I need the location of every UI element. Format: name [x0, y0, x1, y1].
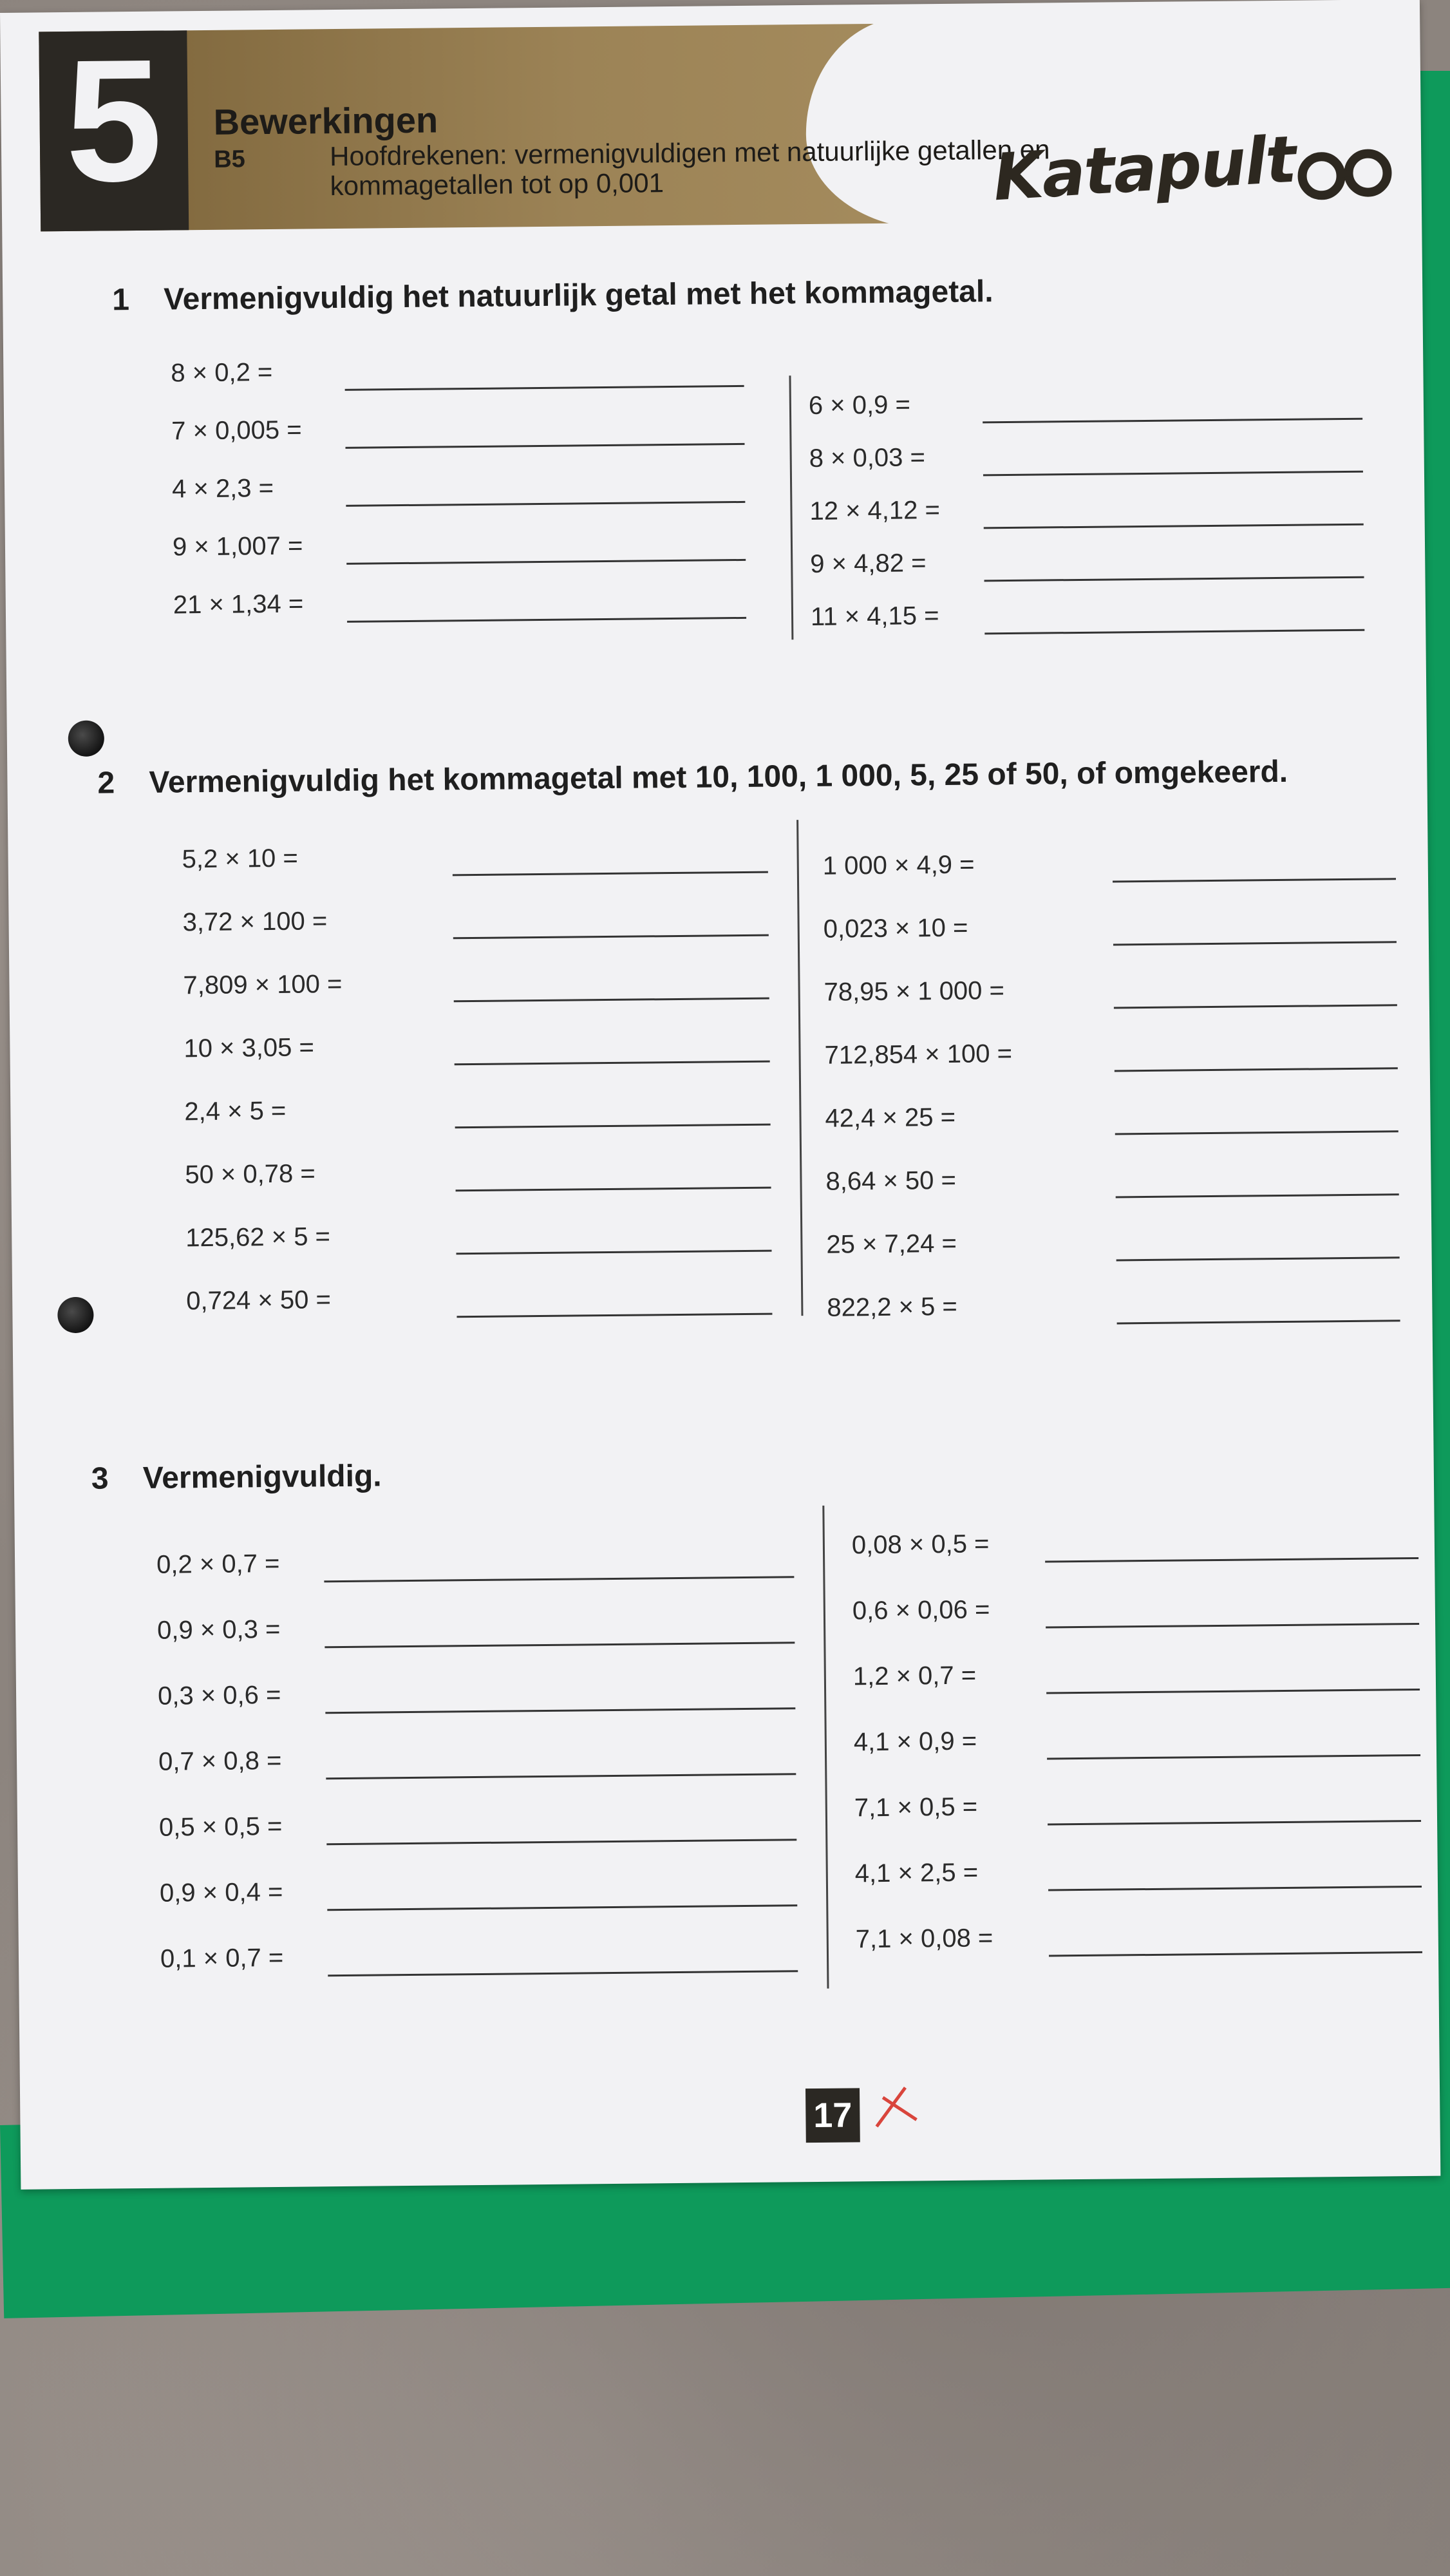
problem-text: 42,4 × 25 = [825, 1103, 956, 1133]
exercise3-right-item [854, 1723, 1421, 1766]
answer-line[interactable] [345, 443, 744, 449]
brand-logo: Katapult [991, 121, 1297, 216]
problem-text: 25 × 7,24 = [826, 1229, 957, 1259]
exercise1-right-item [809, 439, 1376, 483]
answer-line[interactable] [984, 576, 1364, 582]
answer-line[interactable] [1047, 1754, 1420, 1760]
answer-line[interactable] [345, 385, 744, 391]
exercise-3-title: Vermenigvuldig. [142, 1459, 382, 1495]
answer-line[interactable] [1114, 1004, 1397, 1009]
exercise-3-number: 3 [91, 1461, 109, 1496]
problem-text: 0,6 × 0,06 = [852, 1595, 990, 1625]
answer-line[interactable] [1117, 1320, 1400, 1324]
exercise3-right-item [856, 1920, 1423, 1964]
answer-line[interactable] [1048, 1886, 1422, 1891]
problem-text: 9 × 1,007 = [172, 531, 303, 562]
answer-line[interactable] [324, 1576, 794, 1582]
exercise3-right-item [853, 1657, 1420, 1701]
exercise2-left-item [182, 839, 787, 884]
exercise3-left-item [156, 1544, 807, 1589]
answer-line[interactable] [453, 871, 768, 876]
problem-text: 3,72 × 100 = [182, 907, 328, 937]
problem-text: 0,3 × 0,6 = [157, 1680, 281, 1710]
exercise2-right-item [824, 1036, 1417, 1080]
answer-line[interactable] [347, 617, 746, 623]
problem-text: 78,95 × 1 000 = [824, 976, 1005, 1007]
red-cross-mark-icon [870, 2081, 922, 2133]
exercise2-left-item [183, 965, 789, 1010]
answer-line[interactable] [326, 1839, 796, 1845]
section-code: B5 [214, 146, 245, 173]
exercise3-right-item [854, 1788, 1422, 1832]
exercise-1-title: Vermenigvuldig het natuurlijk getal met het kommagetal. [164, 274, 993, 317]
problem-text: 2,4 × 5 = [184, 1096, 287, 1126]
exercise3-left-item [158, 1676, 809, 1721]
problem-text: 9 × 4,82 = [810, 549, 927, 578]
answer-line[interactable] [1115, 1130, 1398, 1135]
answer-line[interactable] [1113, 941, 1397, 945]
section-title: Bewerkingen [213, 99, 438, 142]
problem-text: 6 × 0,9 = [808, 390, 911, 420]
problem-text: 0,9 × 0,4 = [159, 1877, 283, 1908]
answer-line[interactable] [455, 1061, 770, 1066]
exercise2-left-item [185, 1218, 791, 1262]
answer-line[interactable] [983, 471, 1363, 477]
exercise1-left-item [172, 469, 771, 514]
problem-text: 21 × 1,34 = [173, 589, 304, 620]
exercise3-left-item [159, 1807, 810, 1852]
problem-text: 0,1 × 0,7 = [160, 1943, 284, 1973]
exercise3-right-item [852, 1591, 1420, 1635]
exercise1-left-item [171, 412, 771, 456]
problem-text: 712,854 × 100 = [824, 1039, 1013, 1070]
exercise-2-title: Vermenigvuldig het kommagetal met 10, 100, 1 000, 5, 25 of 50, of omgekeerd. [149, 754, 1288, 800]
problem-text: 8 × 0,2 = [171, 357, 273, 388]
answer-line[interactable] [457, 1250, 772, 1255]
problem-text: 822,2 × 5 = [827, 1292, 957, 1322]
exercise2-right-item [823, 846, 1416, 891]
exercise2-right-item [825, 1099, 1418, 1143]
answer-line[interactable] [984, 524, 1364, 529]
problem-text: 1,2 × 0,7 = [852, 1661, 977, 1691]
answer-line[interactable] [325, 1707, 795, 1714]
answer-line[interactable] [457, 1313, 772, 1318]
answer-line[interactable] [1116, 1256, 1400, 1261]
answer-line[interactable] [1049, 1951, 1422, 1957]
chapter-number: 5 [64, 23, 164, 219]
problem-text: 4,1 × 0,9 = [853, 1727, 977, 1757]
exercise1-left-item [171, 354, 770, 398]
exercise1-right-item [809, 492, 1377, 536]
answer-line[interactable] [326, 1773, 796, 1779]
problem-text: 4,1 × 2,5 = [854, 1858, 979, 1888]
answer-line[interactable] [346, 559, 746, 565]
answer-line[interactable] [1115, 1067, 1398, 1072]
exercise-1-number: 1 [112, 283, 130, 317]
problem-text: 11 × 4,15 = [810, 601, 939, 631]
problem-text: 0,2 × 0,7 = [156, 1549, 280, 1579]
binder-hole-top [68, 720, 105, 757]
exercise1-right-item [810, 545, 1377, 589]
exercise2-right-item [826, 1225, 1419, 1269]
exercise2-right-item [824, 972, 1417, 1017]
problem-text: 5,2 × 10 = [182, 844, 298, 874]
binder-hole-bottom [57, 1297, 94, 1334]
problem-text: 50 × 0,78 = [185, 1159, 315, 1189]
problem-text: 8 × 0,03 = [809, 443, 926, 473]
problem-text: 7 × 0,005 = [171, 415, 302, 446]
exercise3-left-item [157, 1610, 808, 1655]
exercise3-left-item [160, 1873, 811, 1918]
answer-line[interactable] [1113, 878, 1396, 882]
answer-line[interactable] [1045, 1557, 1418, 1563]
exercise2-right-item [825, 1162, 1418, 1206]
problem-text: 1 000 × 4,9 = [822, 850, 975, 880]
answer-line[interactable] [456, 1187, 771, 1192]
answer-line[interactable] [1048, 1820, 1421, 1826]
answer-line[interactable] [984, 629, 1364, 635]
answer-line[interactable] [1046, 1689, 1420, 1694]
problem-text: 0,9 × 0,3 = [156, 1615, 281, 1645]
exercise2-left-item [184, 1092, 790, 1136]
exercise1-right-item [811, 598, 1378, 641]
problem-text: 125,62 × 5 = [185, 1222, 331, 1253]
exercise-1-divider [789, 375, 793, 639]
answer-line[interactable] [983, 418, 1362, 424]
problem-text: 7,1 × 0,5 = [854, 1792, 978, 1823]
answer-line[interactable] [327, 1904, 797, 1911]
answer-line[interactable] [1116, 1193, 1399, 1198]
exercise2-left-item [185, 1155, 791, 1199]
problem-text: 10 × 3,05 = [184, 1033, 315, 1063]
exercise-3-divider [822, 1506, 829, 1989]
problem-text: 0,724 × 50 = [186, 1285, 332, 1316]
exercise2-left-item [186, 1281, 792, 1325]
problem-text: 7,809 × 100 = [183, 969, 343, 1000]
exercise2-left-item [182, 902, 788, 947]
problem-text: 12 × 4,12 = [809, 496, 941, 526]
problem-text: 0,023 × 10 = [823, 913, 968, 943]
problem-text: 7,1 × 0,08 = [855, 1924, 993, 1954]
exercise-2-heading [97, 754, 1288, 801]
page-number: 17 [805, 2088, 860, 2143]
answer-line[interactable] [325, 1642, 795, 1648]
problem-text: 0,08 × 0,5 = [851, 1530, 990, 1560]
exercise3-right-item [855, 1854, 1422, 1898]
answer-line[interactable] [346, 501, 745, 507]
exercise2-right-item [827, 1288, 1420, 1332]
exercise-2-divider [796, 820, 803, 1316]
exercise1-left-item [173, 585, 773, 630]
problem-text: 4 × 2,3 = [171, 473, 274, 504]
problem-text: 8,64 × 50 = [825, 1166, 957, 1196]
exercise1-left-item [173, 527, 772, 572]
problem-text: 0,7 × 0,8 = [158, 1746, 282, 1776]
exercise3-left-item [160, 1938, 811, 1984]
answer-line[interactable] [453, 934, 769, 940]
exercise-3-heading [91, 1458, 382, 1496]
exercise2-right-item [824, 909, 1417, 954]
section-description: Hoofdrekenen: vermenigvuldigen met natuurlijke getallen en kommagetallen tot op 0,001 [329, 134, 1050, 202]
exercise2-left-item [184, 1028, 789, 1073]
answer-line[interactable] [328, 1970, 798, 1976]
exercise3-right-item [852, 1526, 1419, 1569]
problem-text: 0,5 × 0,5 = [158, 1812, 283, 1842]
exercise-2-number: 2 [97, 766, 115, 800]
answer-line[interactable] [454, 998, 769, 1003]
answer-line[interactable] [1046, 1623, 1419, 1629]
answer-line[interactable] [455, 1124, 771, 1129]
exercise-1-heading [112, 274, 993, 317]
brand-glasses-icon [1295, 144, 1399, 204]
exercise1-right-item [809, 386, 1376, 430]
exercise3-left-item [158, 1741, 809, 1786]
